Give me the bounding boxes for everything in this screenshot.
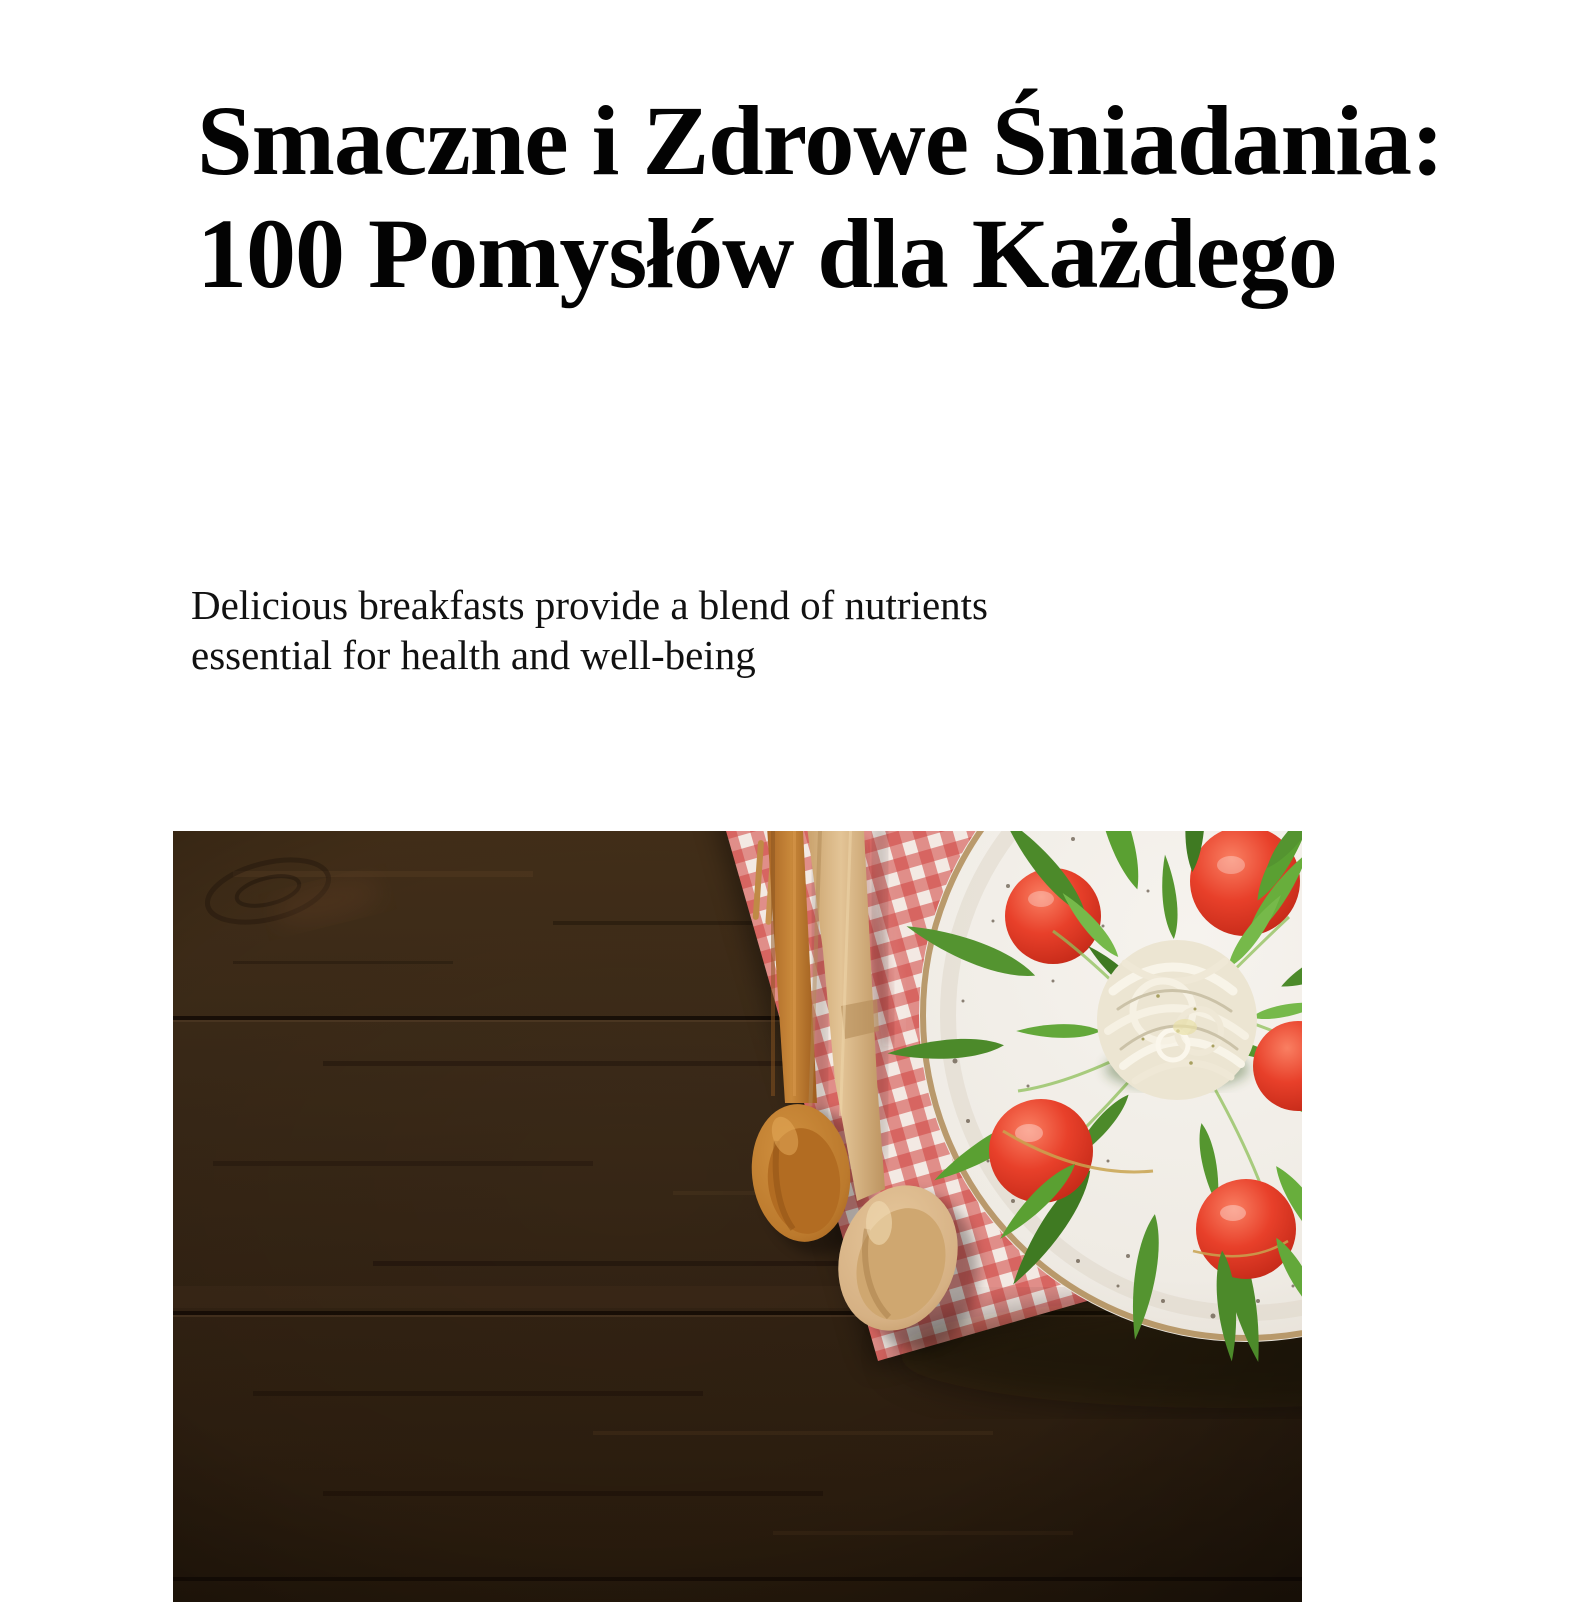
page-title-line2: 100 Pomysłów dla Każdego bbox=[197, 198, 1337, 309]
cheese-swirl bbox=[1097, 940, 1257, 1100]
page-title-line1: Smaczne i Zdrowe Śniadania: bbox=[197, 85, 1444, 196]
page-subtitle-line1: Delicious breakfasts provide a blend of nutrients bbox=[191, 582, 988, 628]
page-subtitle-line2: essential for health and well-being bbox=[191, 632, 756, 678]
cover-photo bbox=[173, 831, 1302, 1602]
page-title bbox=[197, 84, 1557, 310]
page-subtitle bbox=[191, 580, 1191, 680]
